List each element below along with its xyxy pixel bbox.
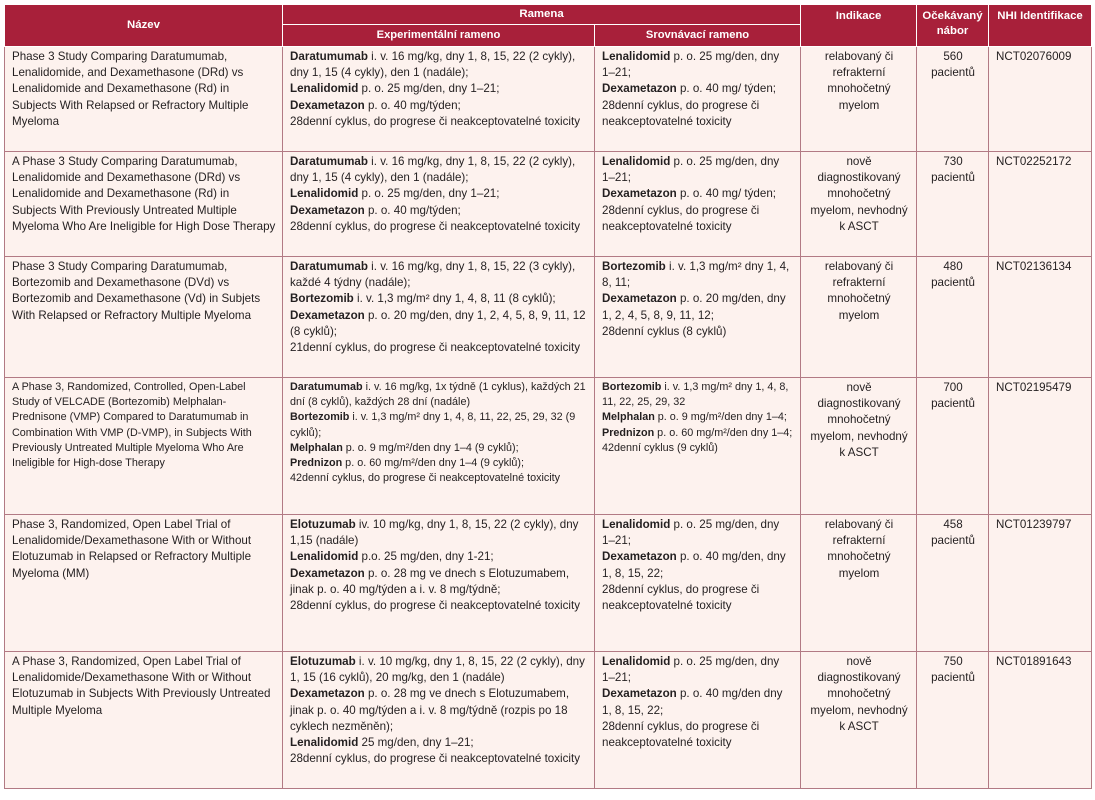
regimen-line [290,114,588,130]
regimen-line [602,203,794,235]
dosage-text: iv. 10 mg/kg, dny 1, 8, 15, 22 (2 cykly), dny 1,15 (nadále) [290,518,579,548]
regimen-line [602,291,794,323]
enrollment-cell: 750 pacientů [917,652,989,789]
dosage-text: p. o. 28 mg ve dnech s Elotuzumabem, jinak p. o. 40 mg/týden a i. v. 8 mg/týdně; [290,566,570,596]
dosage-text: p. o. 60 mg/m²/den dny 1–4 (9 cyklů); [342,457,525,470]
dosage-text: p. o. 25 mg/den, dny 1–21; [358,187,500,201]
regimen-line [290,259,588,291]
table-row [5,652,1092,789]
trial-name: Phase 3, Randomized, Open Label Trial of Lenalidomide/Dexamethasone With or Without Elotuzumab in Relapsed or Refractory Multiple Myeloma (MM) [5,515,283,652]
regimen-line [290,203,588,219]
dosage-text: i. v. 16 mg/kg, dny 1, 8, 15, 22 (2 cykly), dny 1, 15 (4 cykly), den 1 (nadále); [290,155,576,185]
dosage-text: p. o. 25 mg/den, dny 1–21; [602,50,780,80]
nct-id-cell: NCT01891643 [989,652,1092,789]
indication-cell: nově diagnostikovaný mnohočetný myelom, nevhodný k ASCT [801,152,917,257]
regimen-line [290,98,588,114]
dosage-text: p. o. 25 mg/den, dny 1–21; [602,655,780,685]
drug-name: Lenalidomid [290,187,359,201]
dosage-text: 28denní cyklus, do progrese či neakceptovatelné toxicity [602,582,760,613]
nct-id-cell: NCT02252172 [989,152,1092,257]
dosage-text: p.o. 25 mg/den, dny 1-21; [358,550,494,564]
regimen-line [290,219,588,235]
drug-name: Dexametazon [290,687,365,701]
dosage-text: 25 mg/den, dny 1–21; [358,736,474,750]
regimen-line [290,654,588,686]
dosage-text: i. v. 1,3 mg/m² dny 1, 4, 8, 11; [602,260,790,290]
regimen-line [602,49,794,81]
regimen-line [290,154,588,186]
drug-name: Lenalidomid [602,155,671,168]
dosage-text: p. o. 9 mg/m²/den dny 1–4; [654,411,787,424]
table-header [5,5,1092,47]
drug-name: Bortezomib [290,292,354,306]
regimen-line [290,291,588,307]
regimen-line [602,426,794,441]
regimen-line [290,456,588,471]
comparator-arm-cell [595,515,801,652]
nct-id-cell: NCT02076009 [989,47,1092,152]
regimen-line [290,566,588,598]
experimental-arm-cell [283,652,595,789]
regimen-line [602,81,794,97]
dosage-text: p. o. 28 mg ve dnech s Elotuzumabem, jinak p. o. 40 mg/týden a i. v. 8 mg/týdně (rozpis po 18 cyklech nezměněn); [290,687,570,733]
nct-id-cell: NCT01239797 [989,515,1092,652]
enrollment-cell: 560 pacientů [917,47,989,152]
table-row [5,378,1092,515]
regimen-line [290,471,588,486]
regimen-line [602,654,794,686]
header-name: Název [5,5,283,47]
dosage-text: p. o. 40 mg/ týden; [676,82,776,96]
regimen-line [290,340,588,356]
dosage-text: p. o. 20 mg/den, dny 1, 2, 4, 5, 8, 9, 11, 12; [602,292,786,322]
trial-name: A Phase 3, Randomized, Controlled, Open-Label Study of VELCADE (Bortezomib) Melphalan-Prednisone (VMP) Compared to Daratumumab in Combination With VMP (D-VMP), in Subjects With Previously Untreated Multiple Myeloma Who Are Ineligible for High-dose Therapy [5,378,283,515]
indication-cell: nově diagnostikovaný mnohočetný myelom, nevhodný k ASCT [801,652,917,789]
drug-name: Melphalan [602,411,655,424]
comparator-arm-cell [595,152,801,257]
table-row [5,152,1092,257]
drug-name: Daratumumab [290,50,368,63]
drug-name: Prednizon [290,457,343,470]
trial-name: Phase 3 Study Comparing Daratumumab, Bortezomib and Dexamethasone (DVd) vs Bortezomib and Dexamethasone (Vd) in Subjets With Relapsed or Refractory Multiple Myeloma [5,257,283,378]
drug-name: Elotuzumab [290,518,356,531]
regimen-line [602,410,794,425]
drug-name: Daratumumab [290,260,368,273]
dosage-text: p. o. 20 mg/den, dny 1, 2, 4, 5, 8, 9, 11, 12 (8 cyklů); [290,308,586,338]
drug-name: Dexametazon [290,203,365,217]
drug-name: Dexametazon [290,308,365,322]
dosage-text: p. o. 40 mg/týden; [364,98,461,112]
dosage-text: p. o. 25 mg/den, dny 1–21; [358,82,500,96]
regimen-line [290,186,588,202]
dosage-text: 28denní cyklus, do progrese či neakceptovatelné toxicity [290,752,581,766]
regimen-line [602,582,794,614]
nct-id-cell: NCT02195479 [989,378,1092,515]
dosage-text: p. o. 9 mg/m²/den dny 1–4 (9 cyklů); [342,441,519,454]
drug-name: Lenalidomid [290,550,359,564]
nct-id-cell: NCT02136134 [989,257,1092,378]
clinical-trials-table [4,4,1092,789]
regimen-line [602,517,794,549]
header-indication: Indikace [801,5,917,47]
dosage-text: 28denní cyklus, do progrese či neakceptovatelné toxicity [290,219,581,233]
drug-name: Dexametazon [602,82,677,96]
dosage-text: i. v. 16 mg/kg, dny 1, 8, 15, 22 (2 cykly), dny 1, 15 (4 cykly), den 1 (nadále); [290,50,576,80]
table-body [5,47,1092,789]
regimen-line [290,81,588,97]
drug-name: Dexametazon [290,566,365,580]
drug-name: Dexametazon [602,550,677,564]
indication-cell: relabovaný či refrakterní mnohočetný myelom [801,257,917,378]
dosage-text: p. o. 40 mg/ týden; [676,187,776,201]
drug-name: Dexametazon [602,687,677,701]
regimen-line [290,598,588,614]
dosage-text: p. o. 40 mg/den dny 1, 8, 15, 22; [602,687,783,717]
regimen-line [602,98,794,130]
enrollment-cell: 458 pacientů [917,515,989,652]
dosage-text: i. v. 16 mg/kg, dny 1, 8, 15, 22 (3 cykly), každé 4 týdny (nadále); [290,260,576,290]
enrollment-cell: 480 pacientů [917,257,989,378]
drug-name: Daratumumab [290,381,363,393]
regimen-line [290,735,588,751]
header-arms: Ramena [283,5,801,25]
regimen-line [602,186,794,202]
dosage-text: 28denní cyklus, do progrese či neakceptovatelné toxicity [290,114,581,128]
trial-name: A Phase 3 Study Comparing Daratumumab, Lenalidomide and Dexamethasone (DRd) vs Lenalidomide and Dexamethasone (Rd) in Subjects With Previously Untreated Multiple Myeloma Who Are Ineligible for High Dose Therapy [5,152,283,257]
drug-name: Melphalan [290,441,343,454]
trial-name: A Phase 3, Randomized, Open Label Trial of Lenalidomide/Dexamethasone With or Without Elotuzumab in Subjects With Previously Untreated Multiple Myeloma [5,652,283,789]
regimen-line [602,686,794,718]
table-row [5,47,1092,152]
comparator-arm-cell [595,378,801,515]
trial-name: Phase 3 Study Comparing Daratumumab, Lenalidomide, and Dexamethasone (DRd) vs Lenalidomide and Dexamethasone (Rd) in Subjects With Relapsed or Refractory Multiple Myeloma [5,47,283,152]
dosage-text: 42denní cyklus, do progrese či neakceptovatelné toxicity [290,472,561,485]
drug-name: Lenalidomid [602,655,671,668]
experimental-arm-cell [283,47,595,152]
indication-cell: relabovaný či refrakterní mnohočetný myelom [801,47,917,152]
table-row [5,257,1092,378]
enrollment-cell: 700 pacientů [917,378,989,515]
indication-cell: nově diagnostikovaný mnohočetný myelom, nevhodný k ASCT [801,378,917,515]
drug-name: Dexametazon [602,292,677,306]
experimental-arm-cell [283,257,595,378]
dosage-text: i. v. 1,3 mg/m² dny 1, 4, 8, 11, 22, 25, 29, 32 (9 cyklů); [290,411,576,439]
drug-name: Lenalidomid [602,518,671,531]
header-enrollment: Očekávaný nábor [917,5,989,47]
comparator-arm-cell [595,257,801,378]
dosage-text: p. o. 25 mg/den, dny 1–21; [602,155,780,185]
drug-name: Bortezomib [602,381,662,393]
enrollment-cell: 730 pacientů [917,152,989,257]
dosage-text: 42denní cyklus (9 cyklů) [602,441,718,454]
drug-name: Dexametazon [602,187,677,201]
dosage-text: p. o. 60 mg/m²/den dny 1–4; [654,426,793,439]
regimen-line [290,308,588,340]
header-comparator-arm: Srovnávací rameno [595,25,801,47]
regimen-line [602,719,794,751]
drug-name: Bortezomib [290,411,350,424]
drug-name: Lenalidomid [602,50,671,63]
regimen-line [602,259,794,291]
regimen-line [602,380,794,410]
comparator-arm-cell [595,47,801,152]
comparator-arm-cell [595,652,801,789]
experimental-arm-cell [283,515,595,652]
regimen-line [290,686,588,735]
dosage-text: i. v. 1,3 mg/m² dny 1, 4, 8, 11, 22, 25, 29, 32 [602,381,789,409]
regimen-line [602,154,794,186]
regimen-line [602,324,794,340]
dosage-text: i. v. 1,3 mg/m² dny 1, 4, 8, 11 (8 cyklů); [353,292,556,306]
regimen-line [290,751,588,767]
regimen-line [290,49,588,81]
drug-name: Elotuzumab [290,655,356,668]
regimen-line [602,549,794,581]
drug-name: Lenalidomid [290,82,359,96]
header-nih-id: NHI Identifikace [989,5,1092,47]
dosage-text: 28denní cyklus (8 cyklů) [602,324,727,338]
dosage-text: p. o. 40 mg/den, dny 1, 8, 15, 22; [602,550,786,580]
indication-cell: relabovaný či refrakterní mnohočetný myelom [801,515,917,652]
experimental-arm-cell [283,152,595,257]
dosage-text: i. v. 10 mg/kg, dny 1, 8, 15, 22 (2 cykly), dny 1, 15 (16 cyklů), 20 mg/kg, den 1 (nadále) [290,655,585,685]
regimen-line [290,549,588,565]
regimen-line [290,410,588,440]
dosage-text: p. o. 40 mg/týden; [364,203,461,217]
regimen-line [602,441,794,456]
dosage-text: i. v. 16 mg/kg, 1x týdně (1 cyklus), každých 21 dní (8 cyklů), každých 28 dní (nadále) [290,381,586,409]
dosage-text: 28denní cyklus, do progrese či neakceptovatelné toxicity [602,719,760,750]
regimen-line [290,380,588,410]
dosage-text: 21denní cyklus, do progrese či neakceptovatelné toxicity [290,341,581,355]
table-row [5,515,1092,652]
header-experimental-arm: Experimentální rameno [283,25,595,47]
drug-name: Lenalidomid [290,736,359,750]
dosage-text: 28denní cyklus, do progrese či neakceptovatelné toxicity [602,203,760,233]
drug-name: Prednizon [602,426,655,439]
regimen-line [290,441,588,456]
experimental-arm-cell [283,378,595,515]
drug-name: Dexametazon [290,98,365,112]
dosage-text: 28denní cyklus, do progrese či neakceptovatelné toxicity [602,98,760,128]
regimen-line [290,517,588,549]
dosage-text: 28denní cyklus, do progrese či neakceptovatelné toxicity [290,599,581,613]
drug-name: Bortezomib [602,260,666,273]
drug-name: Daratumumab [290,155,368,168]
dosage-text: p. o. 25 mg/den, dny 1–21; [602,518,780,548]
